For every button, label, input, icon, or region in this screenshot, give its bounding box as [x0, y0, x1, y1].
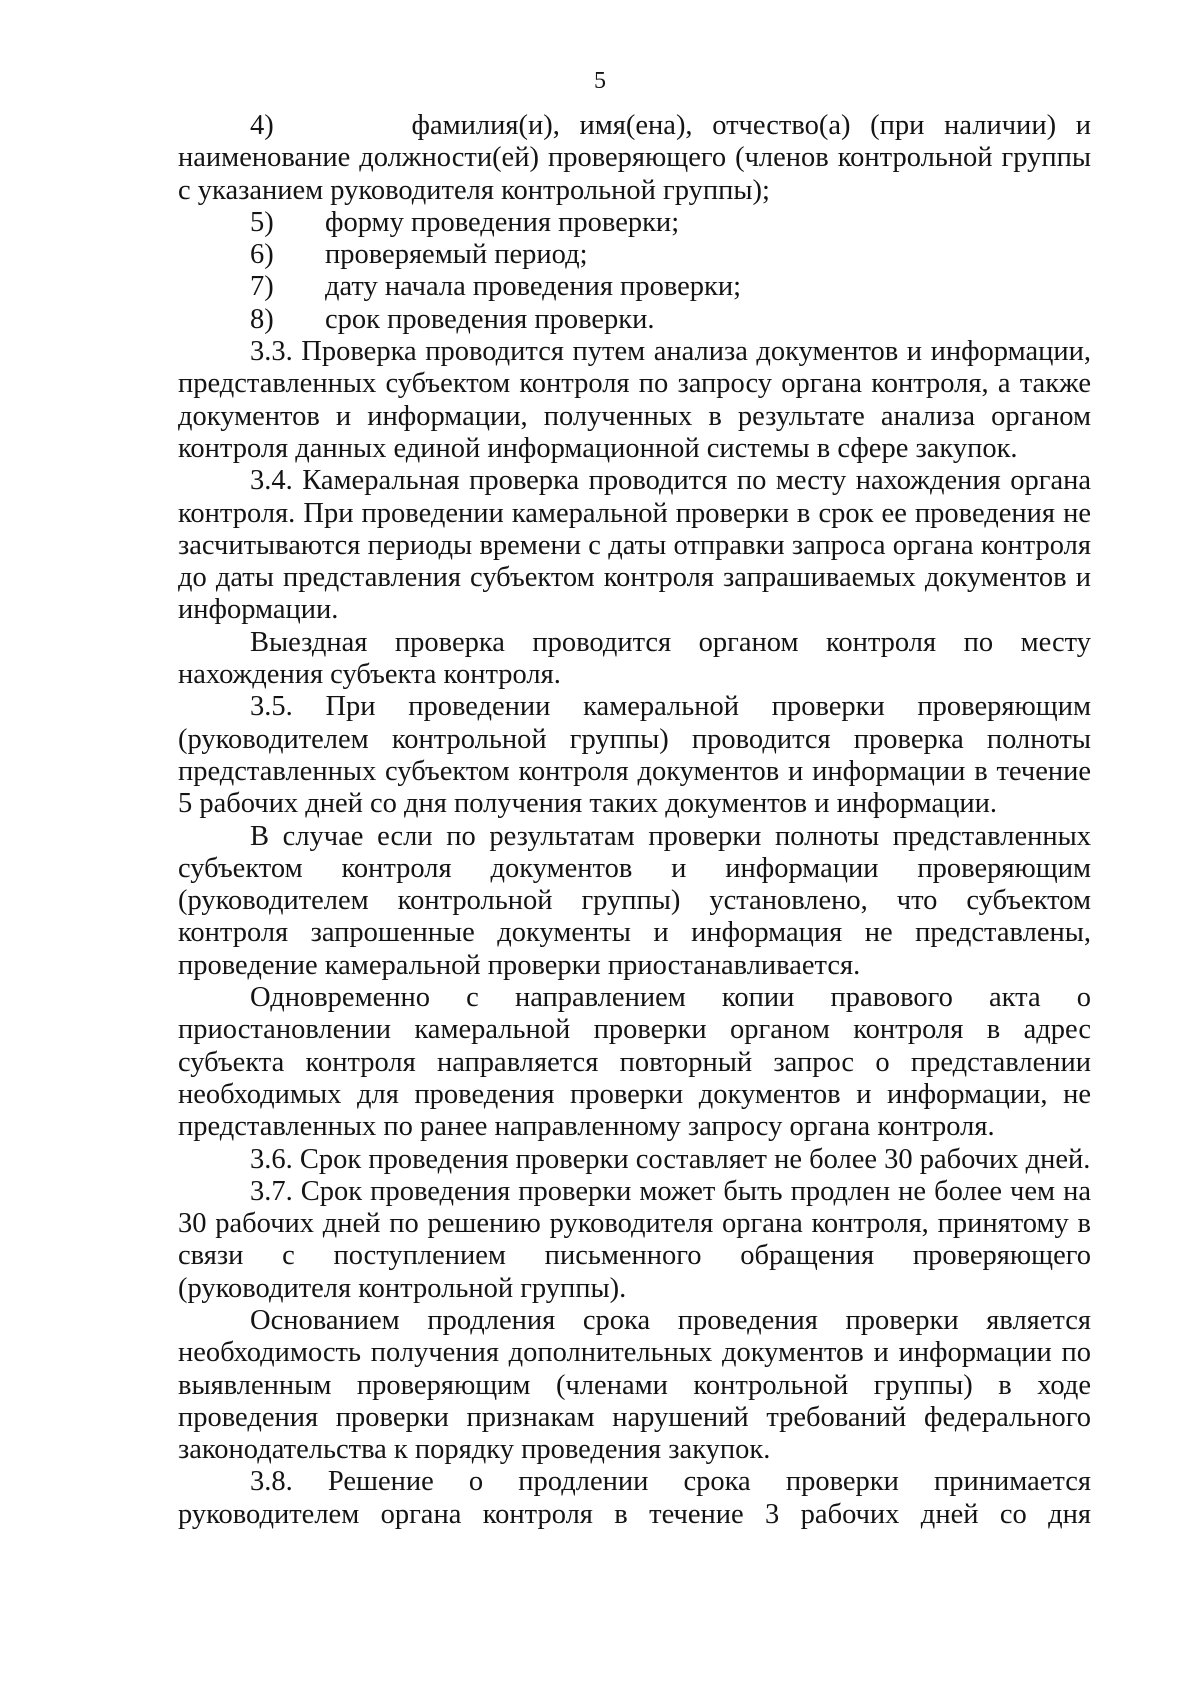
list-item-7 — [178, 271, 1091, 303]
paragraph-repeat-request: Одновременно с направлением копии правового акта о приостановлении камеральной проверки органом контроля в адрес субъекта контроля направляется повторный запрос о представлении необходимых для проведения проверки документов и информации, не представленных по ранее направленному запросу органа контроля. — [178, 982, 1091, 1143]
list-item-number: 5) — [250, 206, 274, 238]
paragraph-item-4: 4) фамилия(и), имя(ена), отчество(а) (при наличии) и наименование должности(ей) проверяющего (членов контрольной группы с указанием руководителя контрольной группы); — [178, 110, 1091, 206]
document-body — [178, 110, 1091, 1531]
paragraph-suspension: В случае если по результатам проверки полноты представленных субъектом контроля документов и информации проверяющим (руководителем контрольной группы) установлено, что субъектом контроля запрошенные документы и информация не представлены, проведение камеральной проверки приостанавливается. — [178, 820, 1091, 981]
paragraph-3-8: 3.8. Решение о продлении срока проверки принимается руководителем органа контроля в течение 3 рабочих дней со дня — [178, 1466, 1091, 1530]
paragraph-3-3: 3.3. Проверка проводится путем анализа документов и информации, представленных субъектом контроля по запросу органа контроля, а также документов и информации, полученных в результате анализа органом контроля данных единой информационной системы в сфере закупок. — [178, 336, 1091, 464]
paragraph-field-check: Выездная проверка проводится органом контроля по месту нахождения субъекта контроля. — [178, 626, 1091, 691]
list-item-8 — [178, 304, 1091, 336]
paragraph-extension-basis: Основанием продления срока проведения проверки является необходимость получения дополнительных документов и информации по выявленным проверяющим (членами контрольной группы) в ходе проведения проверки признакам нарушений требований федерального законодательства к порядку проведения закупок. — [178, 1304, 1091, 1466]
list-item-5 — [178, 207, 1091, 239]
list-item-number: 7) — [250, 271, 274, 303]
paragraph-3-6: 3.6. Срок проведения проверки составляет не более 30 рабочих дней. — [250, 1143, 1091, 1175]
paragraph-3-5: 3.5. При проведении камеральной проверки проверяющим (руководителем контрольной группы) проводится проверка полноты представленных субъектом контроля документов и информации в течение 5 рабочих дней со дня получения таких документов и информации. — [178, 691, 1091, 820]
paragraph-3-4: 3.4. Камеральная проверка проводится по месту нахождения органа контроля. При проведении камеральной проверки в срок ее проведения не засчитываются периоды времени с даты отправки запроса органа контроля до даты представления субъектом контроля запрашиваемых документов и информации. — [178, 465, 1091, 626]
list-item-text: дату начала проведения проверки; — [325, 271, 742, 303]
list-item-number: 8) — [250, 303, 274, 335]
list-item-text: срок проведения проверки. — [325, 303, 655, 335]
list-item-text: форму проведения проверки; — [325, 206, 680, 238]
list-item-6 — [178, 239, 1091, 271]
paragraph-3-7: 3.7. Срок проведения проверки может быть продлен не более чем на 30 рабочих дней по решению руководителя органа контроля, принятому в связи с поступлением письменного обращения проверяющего (руководителя контрольной группы). — [178, 1175, 1091, 1304]
page-number: 5 — [594, 68, 606, 94]
list-item-number: 6) — [250, 239, 274, 271]
list-item-text: проверяемый период; — [325, 239, 588, 271]
